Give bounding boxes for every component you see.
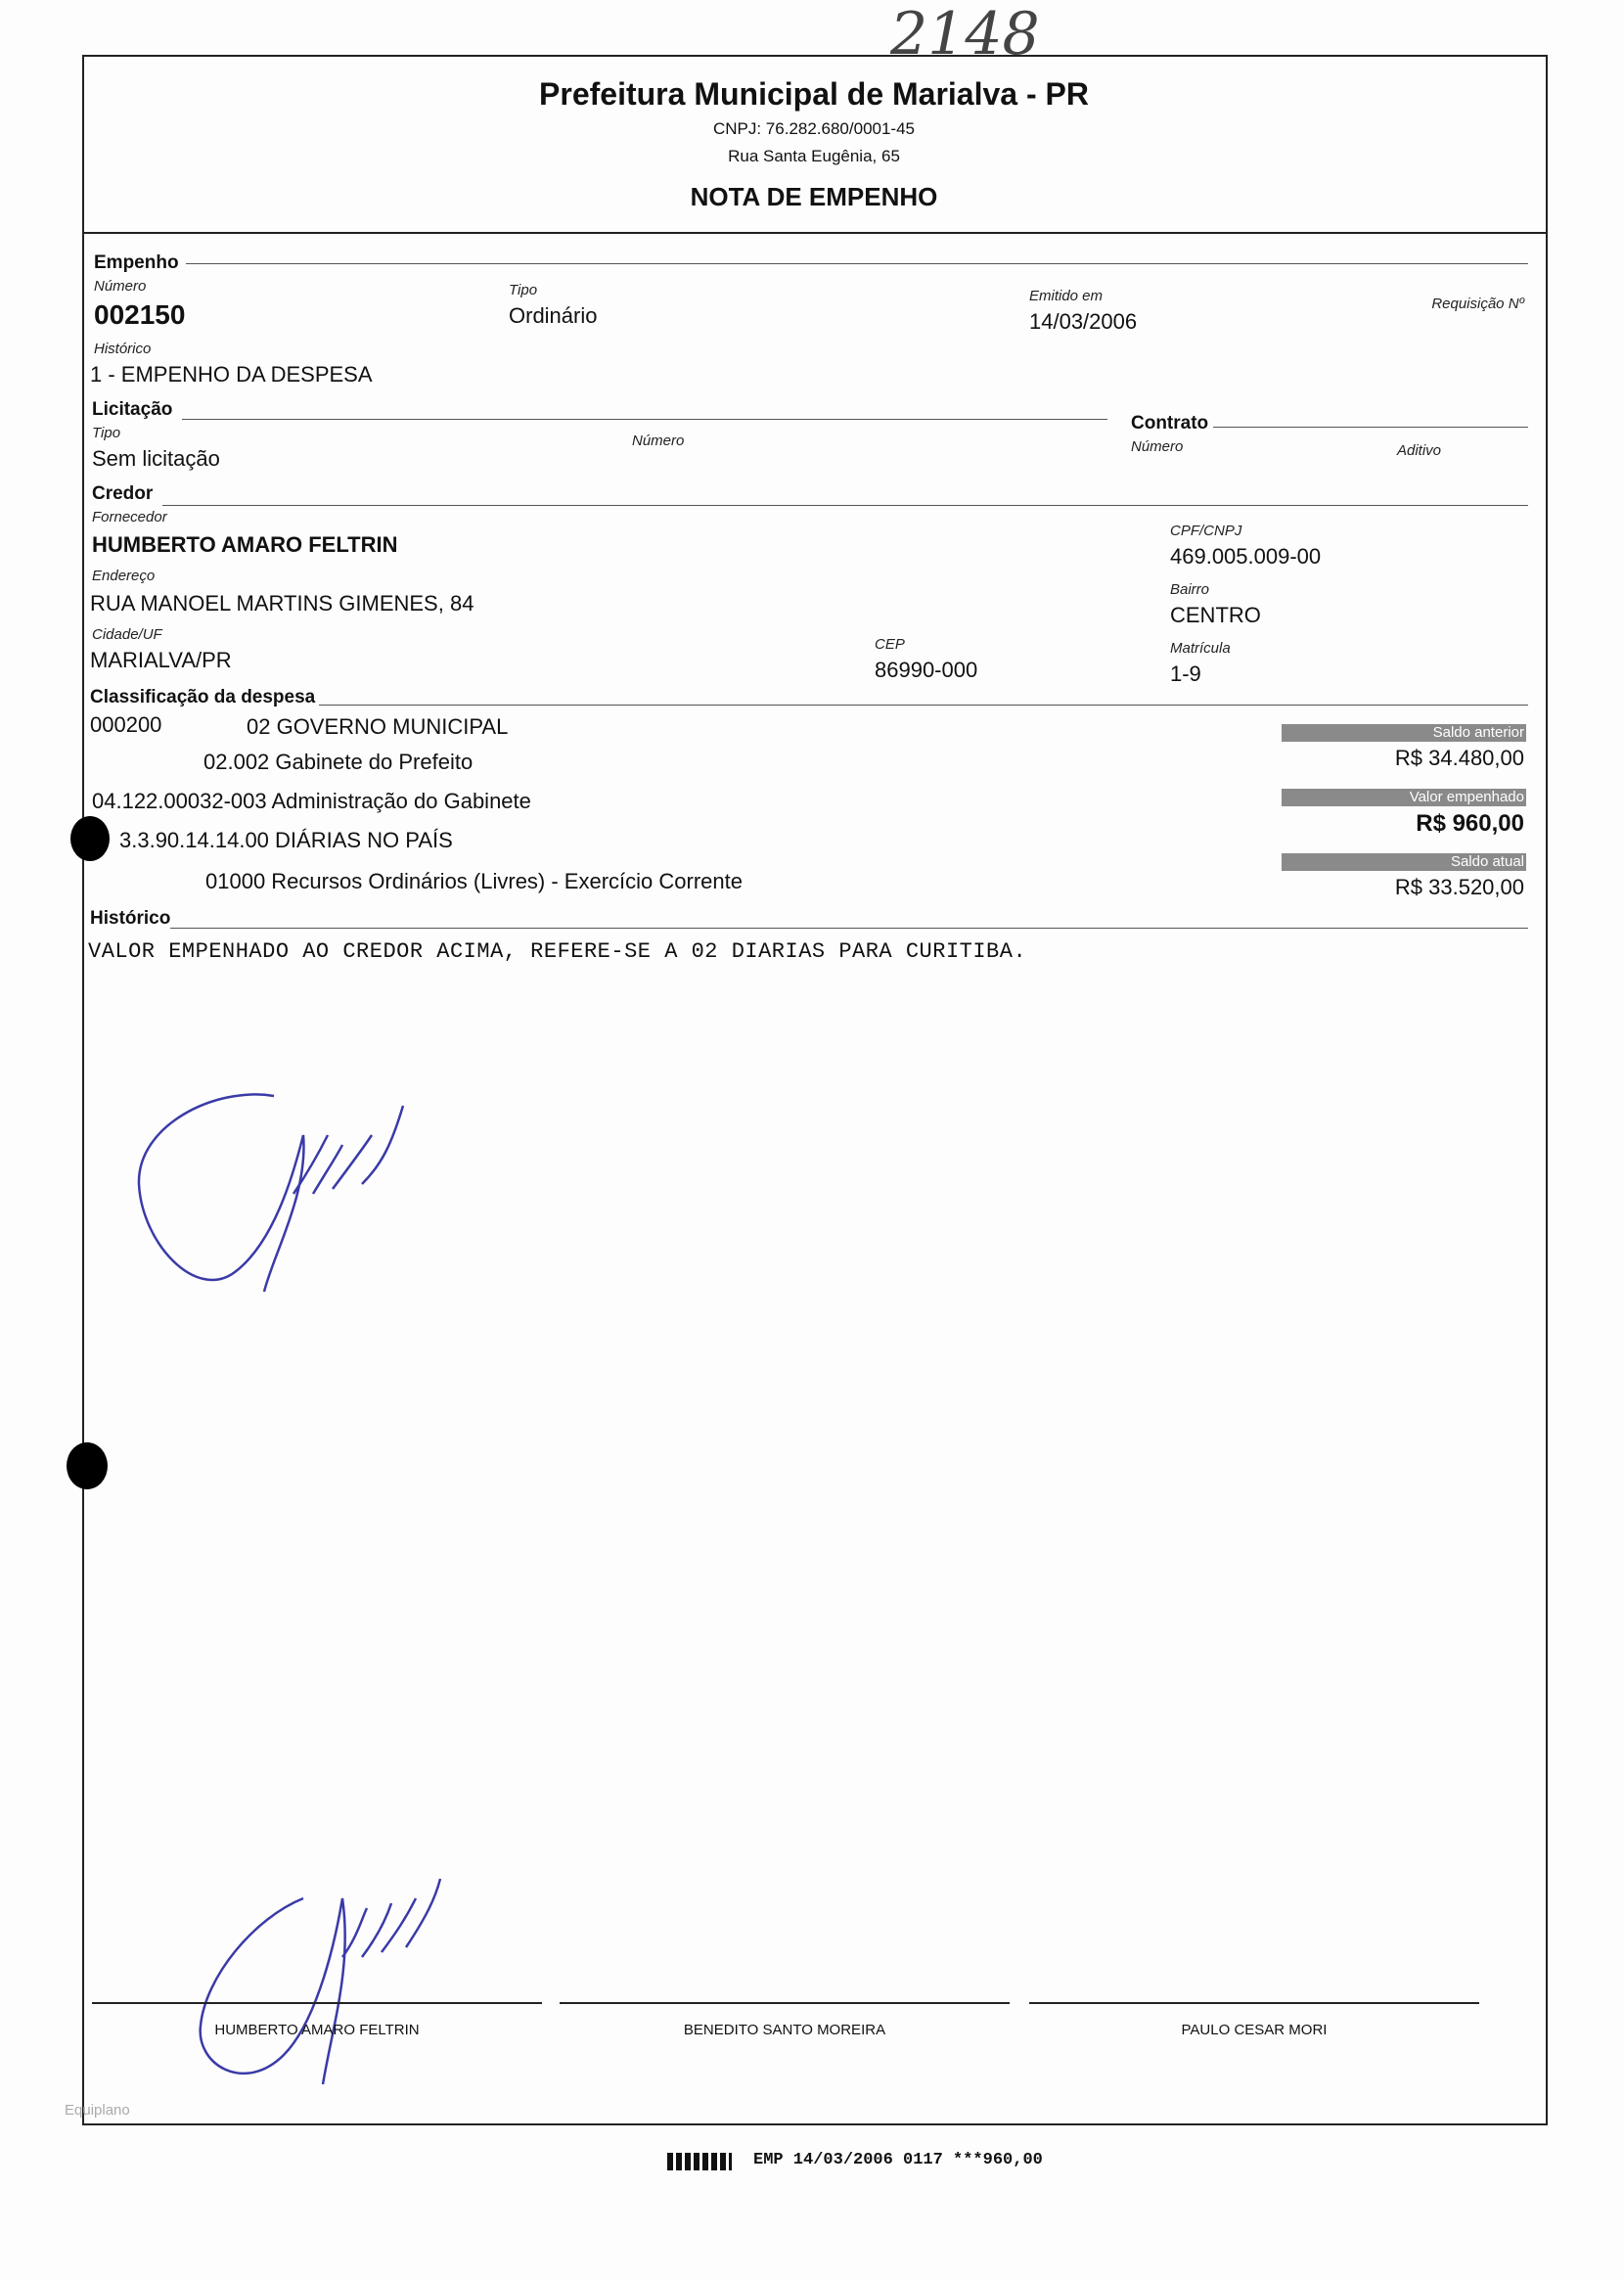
numero-label: Número xyxy=(94,278,147,295)
printer-logo xyxy=(667,2153,732,2170)
endereco-label: Endereço xyxy=(92,568,156,584)
municipality-title: Prefeitura Municipal de Marialva - PR xyxy=(539,76,1089,112)
cidade-value: MARIALVA/PR xyxy=(90,648,232,672)
emitido-label: Emitido em xyxy=(1029,288,1104,304)
section-licitacao: Licitação xyxy=(92,399,173,420)
contrato-numero-label: Número xyxy=(1131,438,1184,455)
signature-name-1: HUMBERTO AMARO FELTRIN xyxy=(214,2022,420,2038)
requisicao-label: Requisição Nº xyxy=(1431,296,1524,312)
historico-text: VALOR EMPENHADO AO CREDOR ACIMA, REFERE-SE A 02 DIARIAS PARA CURITIBA. xyxy=(88,939,1027,964)
cnpj-text: CNPJ: 76.282.680/0001-45 xyxy=(712,119,916,138)
doc-title: NOTA DE EMPENHO xyxy=(690,182,938,211)
divider xyxy=(162,505,1528,506)
machine-stamp: EMP 14/03/2006 0117 ***960,00 xyxy=(753,2151,1043,2169)
cpf-value: 469.005.009-00 xyxy=(1170,544,1322,569)
saldo-anterior-label: Saldo anterior xyxy=(1282,724,1526,742)
empenho-number: 002150 xyxy=(94,299,186,330)
section-classificacao: Classificação da despesa xyxy=(90,687,316,707)
emitido-value: 14/03/2006 xyxy=(1029,309,1138,334)
punch-hole xyxy=(67,1442,108,1489)
divider xyxy=(182,419,1107,420)
endereco-value: RUA MANOEL MARTINS GIMENES, 84 xyxy=(90,591,474,616)
classificacao-elemento: 3.3.90.14.14.00 DIÁRIAS NO PAÍS xyxy=(119,828,453,852)
historico-value: 1 - EMPENHO DA DESPESA xyxy=(90,362,373,387)
signature-scribble-2 xyxy=(186,1859,479,2094)
section-historico: Histórico xyxy=(90,908,171,929)
section-empenho: Empenho xyxy=(94,252,179,273)
fornecedor-value: HUMBERTO AMARO FELTRIN xyxy=(92,532,398,557)
header-separator xyxy=(82,232,1546,234)
punch-hole xyxy=(70,816,110,861)
classificacao-orgao: 02 GOVERNO MUNICIPAL xyxy=(247,714,509,739)
signature-name-3: PAULO CESAR MORI xyxy=(1181,2022,1328,2038)
classificacao-codigo: 000200 xyxy=(90,712,162,737)
saldo-atual-value: R$ 33.520,00 xyxy=(1394,875,1524,899)
signature-line-2 xyxy=(560,2002,1010,2004)
matricula-label: Matrícula xyxy=(1170,640,1231,657)
section-contrato: Contrato xyxy=(1131,413,1209,433)
cpf-label: CPF/CNPJ xyxy=(1170,523,1242,539)
fornecedor-label: Fornecedor xyxy=(92,509,167,525)
valor-empenhado-value: R$ 960,00 xyxy=(1416,810,1524,837)
software-watermark: Equiplano xyxy=(65,2102,130,2119)
cep-label: CEP xyxy=(875,636,905,653)
saldo-atual-label: Saldo atual xyxy=(1282,853,1526,871)
classificacao-recurso: 01000 Recursos Ordinários (Livres) - Exercício Corrente xyxy=(205,869,743,893)
divider xyxy=(319,705,1528,706)
signature-line-3 xyxy=(1029,2002,1479,2004)
classificacao-funcional: 04.122.00032-003 Administração do Gabinete xyxy=(92,789,531,813)
handwritten-number: 2148 xyxy=(890,0,1040,68)
divider xyxy=(1213,427,1528,428)
address-text: Rua Santa Eugênia, 65 xyxy=(728,147,900,165)
cidade-label: Cidade/UF xyxy=(92,626,162,643)
saldo-anterior-value: R$ 34.480,00 xyxy=(1394,746,1524,770)
valor-empenhado-label: Valor empenhado xyxy=(1282,789,1526,806)
classificacao-unidade: 02.002 Gabinete do Prefeito xyxy=(203,750,474,774)
signature-line-1 xyxy=(92,2002,542,2004)
bairro-value: CENTRO xyxy=(1170,603,1261,627)
bairro-label: Bairro xyxy=(1170,581,1210,598)
tipo-value: Ordinário xyxy=(509,303,598,328)
matricula-value: 1-9 xyxy=(1170,661,1201,686)
cep-value: 86990-000 xyxy=(875,658,978,682)
licitacao-numero-label: Número xyxy=(632,433,685,449)
tipo-label: Tipo xyxy=(509,282,538,298)
signature-name-2: BENEDITO SANTO MOREIRA xyxy=(683,2022,886,2038)
licitacao-tipo-label: Tipo xyxy=(92,425,121,441)
signature-scribble-1 xyxy=(127,1076,421,1301)
licitacao-tipo-value: Sem licitação xyxy=(92,446,220,471)
section-credor: Credor xyxy=(92,483,154,504)
historico-label: Histórico xyxy=(94,341,152,357)
aditivo-label: Aditivo xyxy=(1397,442,1442,459)
divider xyxy=(170,928,1528,929)
divider xyxy=(186,263,1528,264)
